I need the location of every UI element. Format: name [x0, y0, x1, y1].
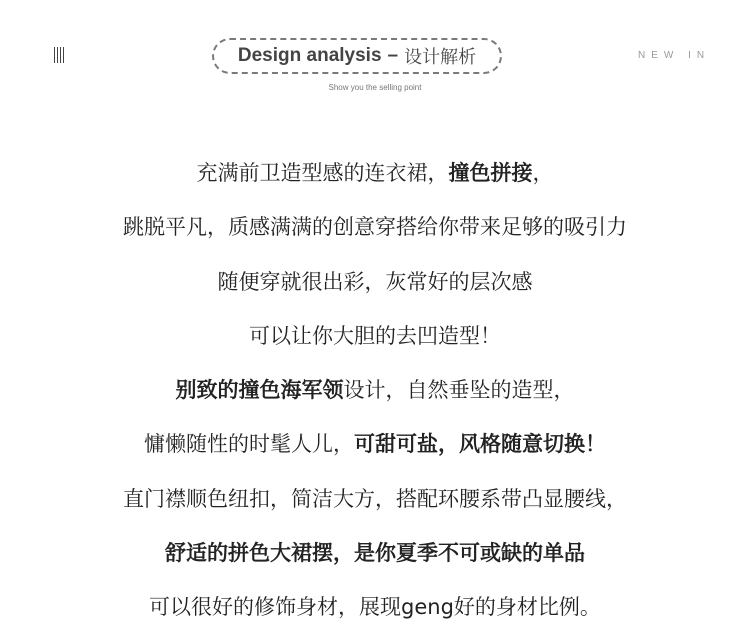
description-line: [0, 309, 750, 363]
description-emphasis: 别致的撞色海军领: [175, 378, 344, 403]
description-text: 跳脱平凡，质感满满的创意穿搭给你带来足够的吸引力: [123, 215, 627, 240]
description-text: 直门襟顺色纽扣，简洁大方，搭配环腰系带凸显腰线，: [123, 486, 627, 511]
section-subtitle: Show you the selling point: [328, 83, 422, 92]
description-text: 可以很好的修饰身材，展现geng好的身材比例。: [149, 595, 601, 620]
description-line: [0, 255, 750, 309]
description-line: [0, 200, 750, 254]
section-title-zh: 设计解析: [404, 47, 477, 68]
description-line: [0, 472, 750, 526]
description-line: [0, 580, 750, 634]
section-title-en: Design analysis: [237, 45, 382, 66]
description-emphasis: 可甜可盐，风格随意切换！: [354, 432, 606, 457]
description-text: 充满前卫造型感的连衣裙，: [196, 161, 449, 185]
description-text: ，: [532, 161, 554, 185]
description-text: 可以让你大胆的去凹造型！: [249, 323, 501, 348]
description-line: [0, 417, 750, 471]
description-copy: [0, 146, 750, 635]
description-emphasis: 撞色拼接: [448, 161, 533, 185]
description-line: [0, 146, 750, 200]
section-title-badge: [212, 38, 502, 74]
description-text: 慵懒随性的时髦人儿，: [144, 432, 354, 457]
description-line: [0, 526, 750, 580]
description-text: 设计，自然垂坠的造型，: [343, 378, 575, 403]
description-line: [0, 363, 750, 417]
section-title-dash: –: [387, 45, 399, 66]
description-emphasis: 舒适的拼色大裙摆，是你夏季不可或缺的单品: [165, 541, 585, 566]
new-in-label: NEW IN: [638, 50, 711, 61]
vertical-bars-icon: [54, 47, 66, 63]
description-text: 随便穿就很出彩，灰常好的层次感: [217, 269, 533, 294]
